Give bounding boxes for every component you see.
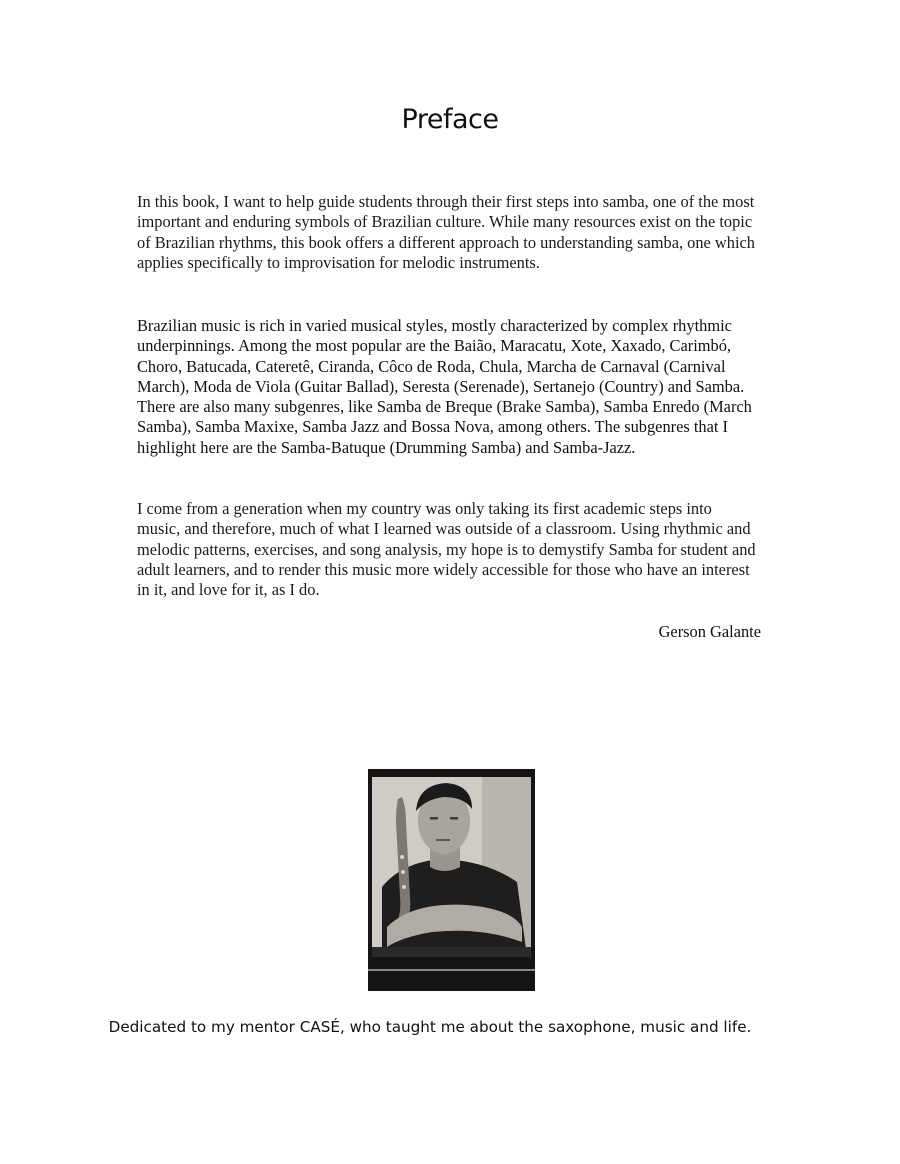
author-photo bbox=[368, 769, 535, 991]
photo-bottom-strip bbox=[368, 969, 535, 971]
preface-paragraph-3: I come from a generation when my country was only taking its first academic steps into music, and therefore, much of what I learned was outside of a classroom. Using rhythmic and melodic patterns, exercises, and song analysis, my hope is to demystify Samba for student and adult learners, and to render this music more widely accessible for those who have an interest in it, and love for it, as I do. bbox=[137, 499, 756, 600]
preface-paragraph-2: Brazilian music is rich in varied musical styles, mostly characterized by complex rhythmic underpinnings. Among the most popular are the Baião, Maracatu, Xote, Xaxado, Carimbó, Choro, Batucada, Cateretê, Ciranda, Côco de Roda, Chula, Marcha de Carnaval (Carnival March), Moda de Viola (Guitar Ballad), Seresta (Serenade), Sertanejo (Country) and Samba. There are also many subgenres, like Samba de Breque (Brake Samba), Samba Enredo (March Samba), Samba Maxixe, Samba Jazz and Bossa Nova, among others. The subgenres that I highlight here are the Samba-Batuque (Drumming Samba) and Samba-Jazz. bbox=[137, 316, 752, 457]
author-signature: Gerson Galante bbox=[658, 622, 761, 641]
page-title: Preface bbox=[401, 104, 499, 135]
preface-paragraph-1: In this book, I want to help guide students through their first steps into samba, one of the most important and enduring symbols of Brazilian culture. While many resources exist on the topic of Brazilian rhythms, this book offers a different approach to understanding samba, one which applies specifically to improvisation for melodic instruments. bbox=[137, 192, 755, 272]
portrait-illustration bbox=[372, 777, 531, 957]
dedication-line: Dedicated to my mentor CASÉ, who taught me about the saxophone, music and life. bbox=[108, 1018, 752, 1036]
photo-print bbox=[372, 777, 531, 957]
